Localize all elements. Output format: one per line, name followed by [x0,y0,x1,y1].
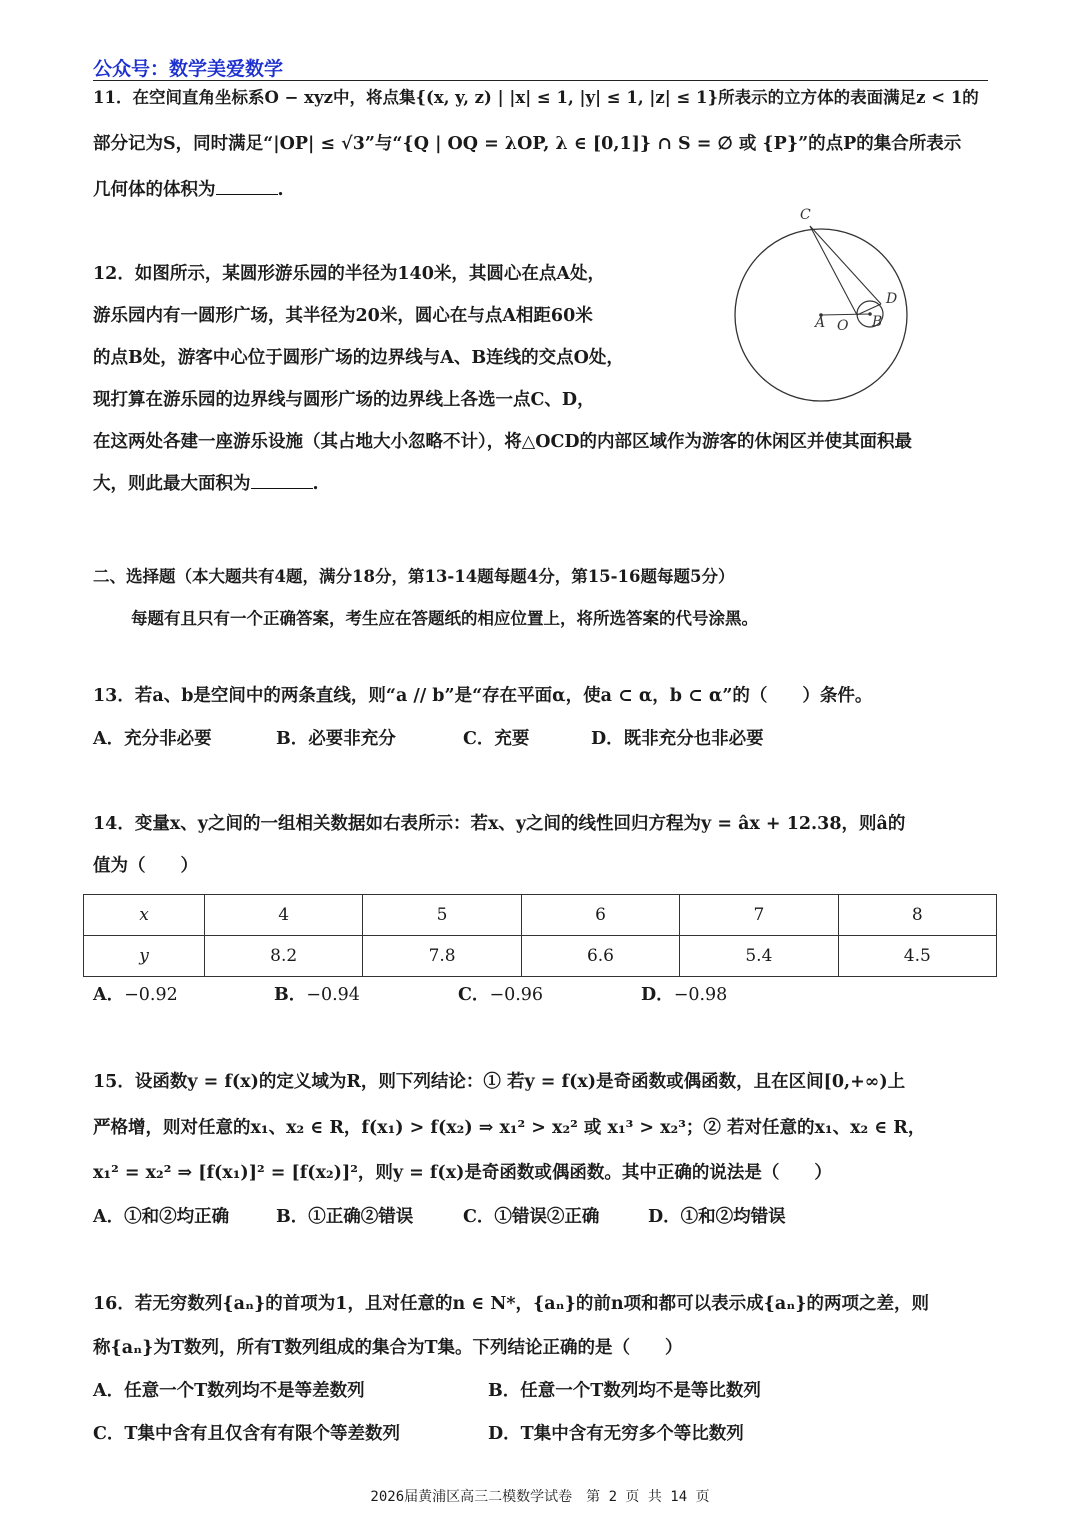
q14-option-c[interactable] [458,982,543,1008]
q14-option-a-letter: A． [93,985,125,1005]
q16-line-2: 称{aₙ}为T数列，所有T数列组成的集合为T集。下列结论正确的是（ ） [93,1338,683,1358]
section-2-title: 二、选择题（本大题共有4题，满分18分，第13-14题每题4分，第15-16题每题5分） [93,567,735,586]
q16-option-c[interactable]: C．T集中含有且仅含有有限个等差数列 [93,1424,400,1444]
segment-ab [821,314,870,315]
table-cell: 7 [680,895,838,936]
table-cell: 5 [363,895,521,936]
q14-option-c-value: −0.96 [489,985,544,1005]
q16-option-b[interactable]: B．任意一个T数列均不是等比数列 [488,1381,761,1401]
q14-option-d[interactable] [641,982,727,1008]
q15-options [93,1204,993,1230]
q16-options-row-1 [93,1378,993,1404]
q11-line-2: 部分记为S，同时满足“|OP| ≤ √3”与“{Q | OQ = λOP, λ ∈ [0,1]} ∩ S = ∅ 或 {P}”的点P的集合所表示 [93,134,962,154]
table-cell: 6 [521,895,679,936]
table-cell: 5.4 [680,936,838,977]
table-cell: 8.2 [205,936,363,977]
q15-line-2: 严格增，则对任意的x₁、x₂ ∈ R，f(x₁) > f(x₂) ⇒ x₁² > x₂² 或 x₁³ > x₂³；② 若对任意的x₁、x₂ ∈ R， [93,1118,926,1138]
table-cell-x-label: x [84,895,205,936]
q12-text: 大，则此最大面积为 [93,474,251,494]
q14-options [93,982,993,1008]
label-c: C [800,207,811,223]
q13-stem: 13．若a、b是空间中的两条直线，则“a // b”是“存在平面α，使a ⊂ α，b ⊂ α”的（ ）条件。 [93,686,873,706]
q16-option-a[interactable]: A．任意一个T数列均不是等差数列 [93,1381,365,1401]
table-cell: 6.6 [521,936,679,977]
q15-line-1: 15．设函数y = f(x)的定义域为R，则下列结论：① 若y = f(x)是奇函数或偶函数，且在区间[0,+∞)上 [93,1072,906,1092]
q12-answer-blank[interactable] [251,472,313,489]
q15-option-c[interactable]: C．①错误②正确 [463,1207,600,1227]
data-table [83,894,997,977]
q12-line-3: 的点B处，游客中心位于圆形广场的边界线与A、B连线的交点O处， [93,348,624,368]
q11-answer-blank[interactable] [216,178,278,195]
q14-option-a[interactable] [93,982,178,1008]
q13-option-b[interactable]: B．必要非充分 [276,729,396,749]
q11-line-3: 几何体的体积为 . [93,180,284,200]
label-o: O [837,318,849,334]
q14-line-1: 14．变量x、y之间的一组相关数据如右表所示：若x、y之间的线性回归方程为y = âx + 12.38，则â的 [93,814,906,834]
q13-option-d[interactable]: D．既非充分也非必要 [591,729,764,749]
table-cell-y-label: y [84,936,205,977]
table-cell: 4 [205,895,363,936]
q12-line-4: 现打算在游乐园的边界线与圆形广场的边界线上各选一点C、D， [93,390,595,410]
page-footer: 2026届黄浦区高三二模数学试卷 第 2 页 共 14 页 [370,1489,710,1505]
q15-option-b[interactable]: B．①正确②错误 [276,1207,414,1227]
q14-option-b[interactable] [274,982,360,1008]
q12-line-5: 在这两处各建一座游乐设施（其占地大小忽略不计），将△OCD的内部区域作为游客的休闲区并使其面积最 [93,432,913,452]
q13-options [93,726,993,752]
q12-line-1: 12．如图所示，某圆形游乐园的半径为140米，其圆心在点A处， [93,264,605,284]
q14-option-a-value: −0.92 [124,985,178,1005]
q14-line-2: 值为（ ） [93,856,198,876]
q16-option-d[interactable]: D．T集中含有无穷多个等比数列 [488,1424,744,1444]
q13-option-c[interactable]: C．充要 [463,729,530,749]
label-b: B [872,314,883,330]
q14-option-d-value: −0.98 [673,985,728,1005]
table-row [84,895,997,936]
q11-line-1: 11．在空间直角坐标系O − xyz中，将点集{(x, y, z) | |x| ≤ 1, |y| ≤ 1, |z| ≤ 1}所表示的立方体的表面满足z < 1的 [93,88,979,107]
table-cell: 7.8 [363,936,521,977]
section-2-instruction: 每题有且只有一个正确答案，考生应在答题纸的相应位置上，将所选答案的代号涂黑。 [131,609,758,628]
q16-line-1: 16．若无穷数列{aₙ}的首项为1，且对任意的n ∈ N*，{aₙ}的前n项和都可以表示成{aₙ}的两项之差，则 [93,1294,930,1314]
table-cell: 8 [838,895,996,936]
q11-text: 几何体的体积为 [93,180,216,200]
q12-line-6: 大，则此最大面积为 . [93,474,319,494]
q14-option-b-value: −0.94 [306,985,360,1005]
q14-option-c-letter: C． [458,985,490,1005]
q14-option-b-letter: B． [274,985,307,1005]
q12-line-2: 游乐园内有一圆形广场，其半径为20米，圆心在与点A相距60米 [93,306,593,326]
table-row [84,936,997,977]
q12-figure [730,200,990,420]
q15-option-d[interactable]: D．①和②均错误 [648,1207,786,1227]
q15-line-3: x₁² = x₂² ⇒ [f(x₁)]² = [f(x₂)]²，则y = f(x)是奇函数或偶函数。其中正确的说法是（ ） [93,1163,832,1183]
header-label: 公众号：数学美爱数学 [93,58,284,80]
label-d: D [886,291,898,307]
label-a: A [815,315,826,331]
q16-options-row-2 [93,1421,993,1447]
table-cell: 4.5 [838,936,996,977]
q15-option-a[interactable]: A．①和②均正确 [93,1207,230,1227]
q14-option-d-letter: D． [641,985,674,1005]
q13-option-a[interactable]: A．充分非必要 [93,729,212,749]
header-divider [93,80,988,81]
